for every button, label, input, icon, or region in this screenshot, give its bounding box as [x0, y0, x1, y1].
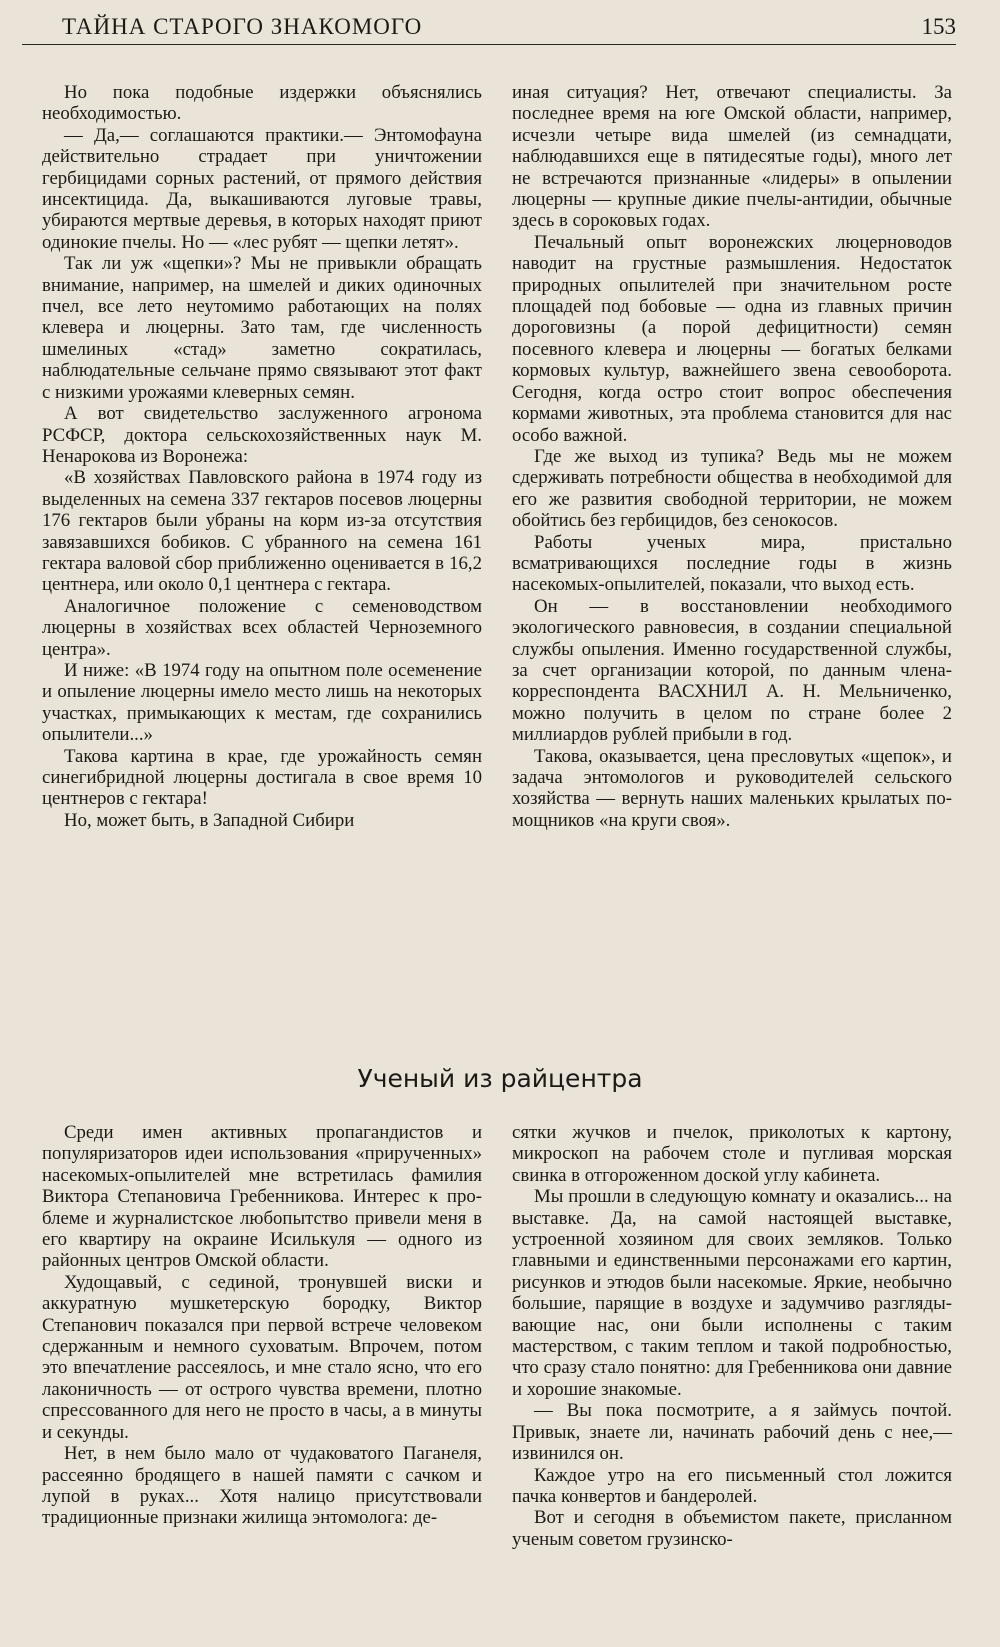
paragraph: Вот и сегодня в объемистом пакете, присланном ученым советом грузинско-	[512, 1507, 952, 1550]
paragraph: Такова картина в крае, где урожайность семян синегибридной люцерны достигала в свое время 10 центнеров с гектара!	[42, 745, 482, 810]
paragraph: Нет, в нем было мало от чудаковатого Паганеля, рассеянно бродящего в нашей памяти с сачком и лупой в руках... Хотя налицо присутствовали традиционные признаки жилища энтомолога: де-	[42, 1443, 482, 1529]
paragraph: Печальный опыт воронежских люцерноводов наводит на грустные размышления. Недостаток природных опылителей при значительном росте площадей под бобовые — одна из главных причин дороговизны (а порой дефицитности) семян посевного клевера и люцерны — богатых белками кормовых культур, важнейшего звена севооборота. Сегодня, когда остро стоит вопрос обеспечения кормами животных, эта проблема становится для нас особо важной.	[512, 231, 952, 446]
article1-left-column	[42, 82, 482, 831]
paragraph: Каждое утро на его письменный стол ложится пачка конвертов и бандеролей.	[512, 1464, 952, 1507]
paragraph: Он — в восстановлении необходимого экологического равновесия, в создании специальной службы опыления. Именно государственной службы, за счет организации которой, по данным члена-корреспондента ВАСХНИЛ А. Н. Мельниченко, можно получить в целом по стране более 2 миллиардов рублей прибыли в год.	[512, 595, 952, 746]
paragraph: Работы ученых мира, пристально всматривающихся последние годы в жизнь насекомых-опылителей, показали, что выход есть.	[512, 531, 952, 596]
article1-right-column	[512, 82, 952, 831]
paragraph: Худощавый, с сединой, тронувшей виски и аккуратную мушкетерскую бородку, Виктор Степанович показался при первой встрече человеком сдержанным и немного суховатым. Впрочем, потом это впечатление рассеялось, и мне стало ясно, что его лаконичность — от острого чувства времени, плотно спрессованного для него не просто в часы, а в минуты и секунды.	[42, 1271, 482, 1443]
paragraph: — Вы пока посмотрите, а я займусь почтой. Привык, знаете ли, начинать рабочий день с нее,— извинился он.	[512, 1400, 952, 1465]
running-title: ТАЙНА СТАРОГО ЗНАКОМОГО	[62, 14, 423, 39]
paragraph: Такова, оказывается, цена пресловутых «щепок», и задача энтомологов и руководителей сельского хозяйства — вернуть наших маленьких крылатых помощников «на круги своя».	[512, 745, 952, 831]
paragraph: Где же выход из тупика? Ведь мы не можем сдерживать потребности общества в необходимой для его же развития свободной территории, не можем обойтись без гербицидов, без сенокосов.	[512, 445, 952, 532]
paragraph: — Да,— соглашаются практики.— Энтомофауна действительно страдает при уничтожении гербицидами сорных растений, от прямого действия инсектицида. Да, выкашиваются луговые травы, убираются мертвые деревья, в которых находят приют одинокие пчелы. Но — «лес рубят — щепки летят».	[42, 124, 482, 253]
paragraph: И ниже: «В 1974 году на опытном поле осеменение и опыление люцерны имело место лишь на некоторых участках, примыкающих к местам, где сохранились опылители...»	[42, 659, 482, 746]
paragraph: А вот свидетельство заслуженного агронома РСФСР, доктора сельскохозяйственных наук М. Ненарокова из Воронежа:	[42, 403, 482, 467]
paragraph: Но, может быть, в Западной Сибири	[64, 809, 355, 831]
article-title: Ученый из райцентра	[357, 1064, 643, 1093]
paragraph: Среди имен активных пропагандистов и популяризаторов идеи использования «прирученных» насекомых-опылителей мне встретилась фамилия Виктора Степановича Гребенникова. Интерес к проблеме и журналистское любопытство привели меня в его квартиру на окраине Исилькуля — одного из районных центров Омской области.	[42, 1122, 482, 1272]
paragraph: сятки жучков и пчелок, приколотых к картону, микроскоп на рабочем столе и пугливая морская свинка в отгороженном доской углу кабинета.	[512, 1122, 952, 1186]
paragraph: Мы прошли в следующую комнату и оказались... на выставке. Да, на самой настоящей выставке, устроенной хозяином для своих земляков. Только главными и единственными персонажами его картин, рисунков и этюдов были насекомые. Яркие, необычно большие, парящие в воздухе и задумчиво разглядывающие нас, они были исполнены с таким мастерством, с таким теплом и такой подробностью, что сразу стало понятно: для Гребенникова они давние и хорошие знакомые.	[512, 1186, 952, 1400]
page-header	[22, 10, 956, 45]
paragraph: иная ситуация? Нет, отвечают специалисты. За последнее время на юге Омской области, например, исчезли четыре вида шмелей (из семнадцати, наблюдавшихся еще в пятидесятые годы), много лет не встречаются признанные «лидеры» в опылении люцерны — крупные дикие пчелы-антидии, обычные здесь в сороковых годах.	[512, 82, 952, 232]
article2-left-column	[42, 1122, 482, 1529]
paragraph: Так ли уж «щепки»? Мы не привыкли обращать внимание, например, на шмелей и диких одиночных пчел, все лето неутомимо работающих на полях клевера и люцерны. Зато там, где численность шмелиных «стад» заметно сократилась, наблюдательные сельчане прямо связывают этот факт с низкими урожаями клеверных семян.	[42, 253, 482, 403]
paragraph: Но пока подобные издержки объяснялись необходимостью.	[42, 82, 482, 125]
page-number: 153	[921, 14, 956, 39]
article2-right-column	[512, 1122, 952, 1550]
paragraph: «В хозяйствах Павловского района в 1974 году из выделенных на семена 337 гектаров посевов люцерны 176 гектаров были убраны на корм из-за отсутствия завязавшихся бобиков. С убранного на семена 161 гектара валовой сбор приближенно оценивается в 16,2 центнера, или около 0,1 центнера с гектара.	[42, 467, 482, 596]
paragraph: Аналогичное положение с семеноводством люцерны в хозяйствах всех областей Черноземного центра».	[42, 595, 482, 660]
